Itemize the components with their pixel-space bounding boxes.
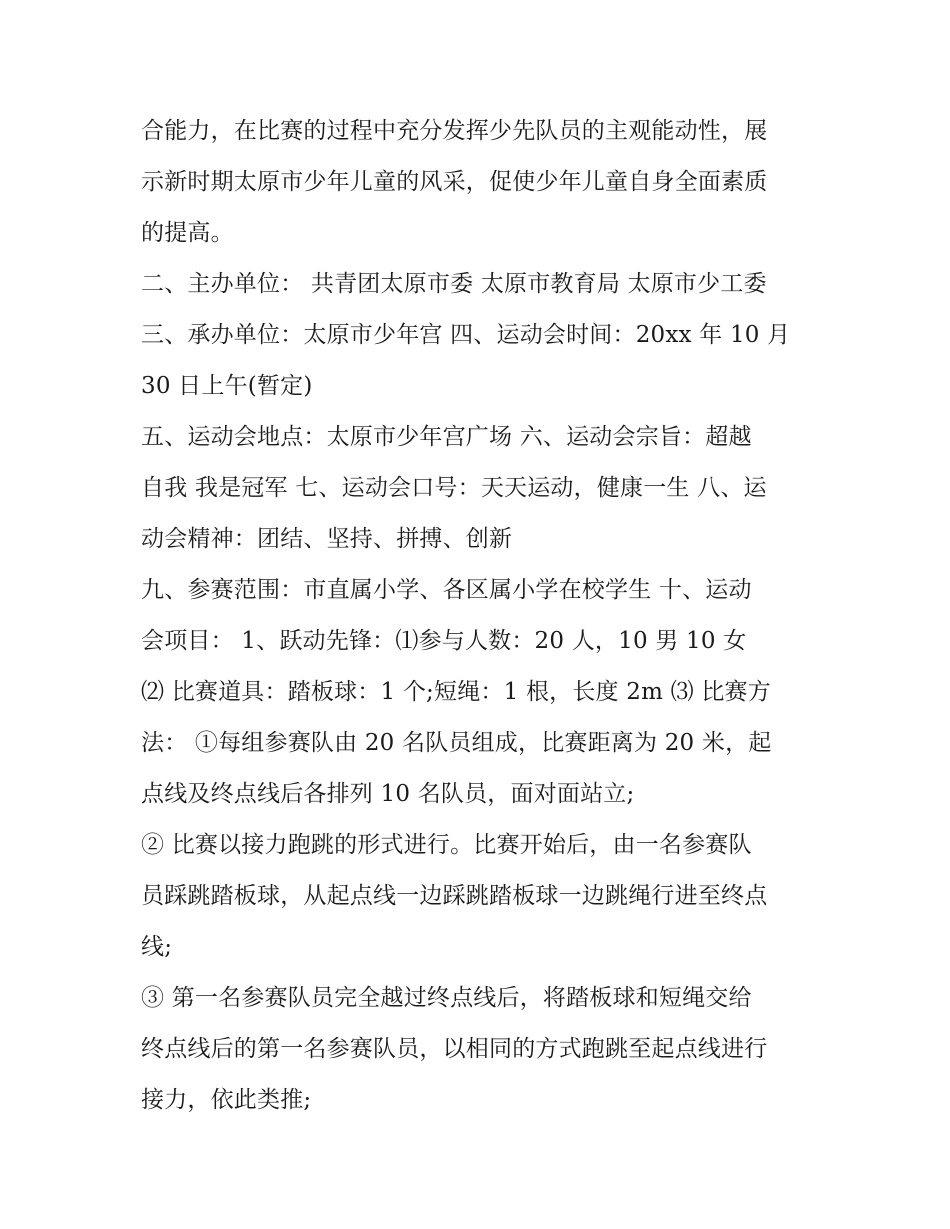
text-line: 动会精神：团结、坚持、拼搏、创新 (141, 526, 513, 552)
text-line: ⑵ 比赛道具：踏板球：1 个;短绳：1 根，长度 2m ⑶ 比赛方 (141, 679, 771, 705)
text-line: 合能力，在比赛的过程中充分发挥少先队员的主观能动性，展 (141, 118, 768, 144)
text-line: 接力，依此类推; (141, 1087, 312, 1113)
text-line: 员踩跳踏板球，从起点线一边踩跳踏板球一边跳绳行进至终点 (141, 883, 768, 909)
document-body (141, 106, 821, 1126)
text-line: 二、主办单位： 共青团太原市委 太原市教育局 太原市少工委 (141, 271, 767, 297)
text-line: 30 日上午(暂定) (141, 373, 313, 399)
text-line: 示新时期太原市少年儿童的风采，促使少年儿童自身全面素质 (141, 169, 768, 195)
text-line: 九、参赛范围：市直属小学、各区属小学在校学生 十、运动 (141, 577, 752, 603)
text-line: 五、运动会地点：太原市少年宫广场 六、运动会宗旨：超越 (141, 424, 752, 450)
text-line: 会项目： 1、跃动先锋：⑴参与人数：20 人，10 男 10 女 (141, 628, 747, 654)
text-line: 线; (141, 934, 173, 960)
text-line: 终点线后的第一名参赛队员，以相同的方式跑跳至起点线进行 (141, 1036, 768, 1062)
text-line: 三、承办单位：太原市少年宫 四、运动会时间：20xx 年 10 月 (141, 322, 791, 348)
text-line: ② 比赛以接力跑跳的形式进行。比赛开始后，由一名参赛队 (141, 832, 752, 858)
text-line: 法： ①每组参赛队由 20 名队员组成，比赛距离为 20 米，起 (141, 730, 772, 756)
text-line: 的提高。 (141, 220, 234, 246)
text-line: ③ 第一名参赛队员完全越过终点线后，将踏板球和短绳交给 (141, 985, 752, 1011)
text-line: 点线及终点线后各排列 10 名队员，面对面站立; (141, 781, 635, 807)
text-line: 自我 我是冠军 七、运动会口号：天天运动，健康一生 八、运 (141, 475, 767, 501)
